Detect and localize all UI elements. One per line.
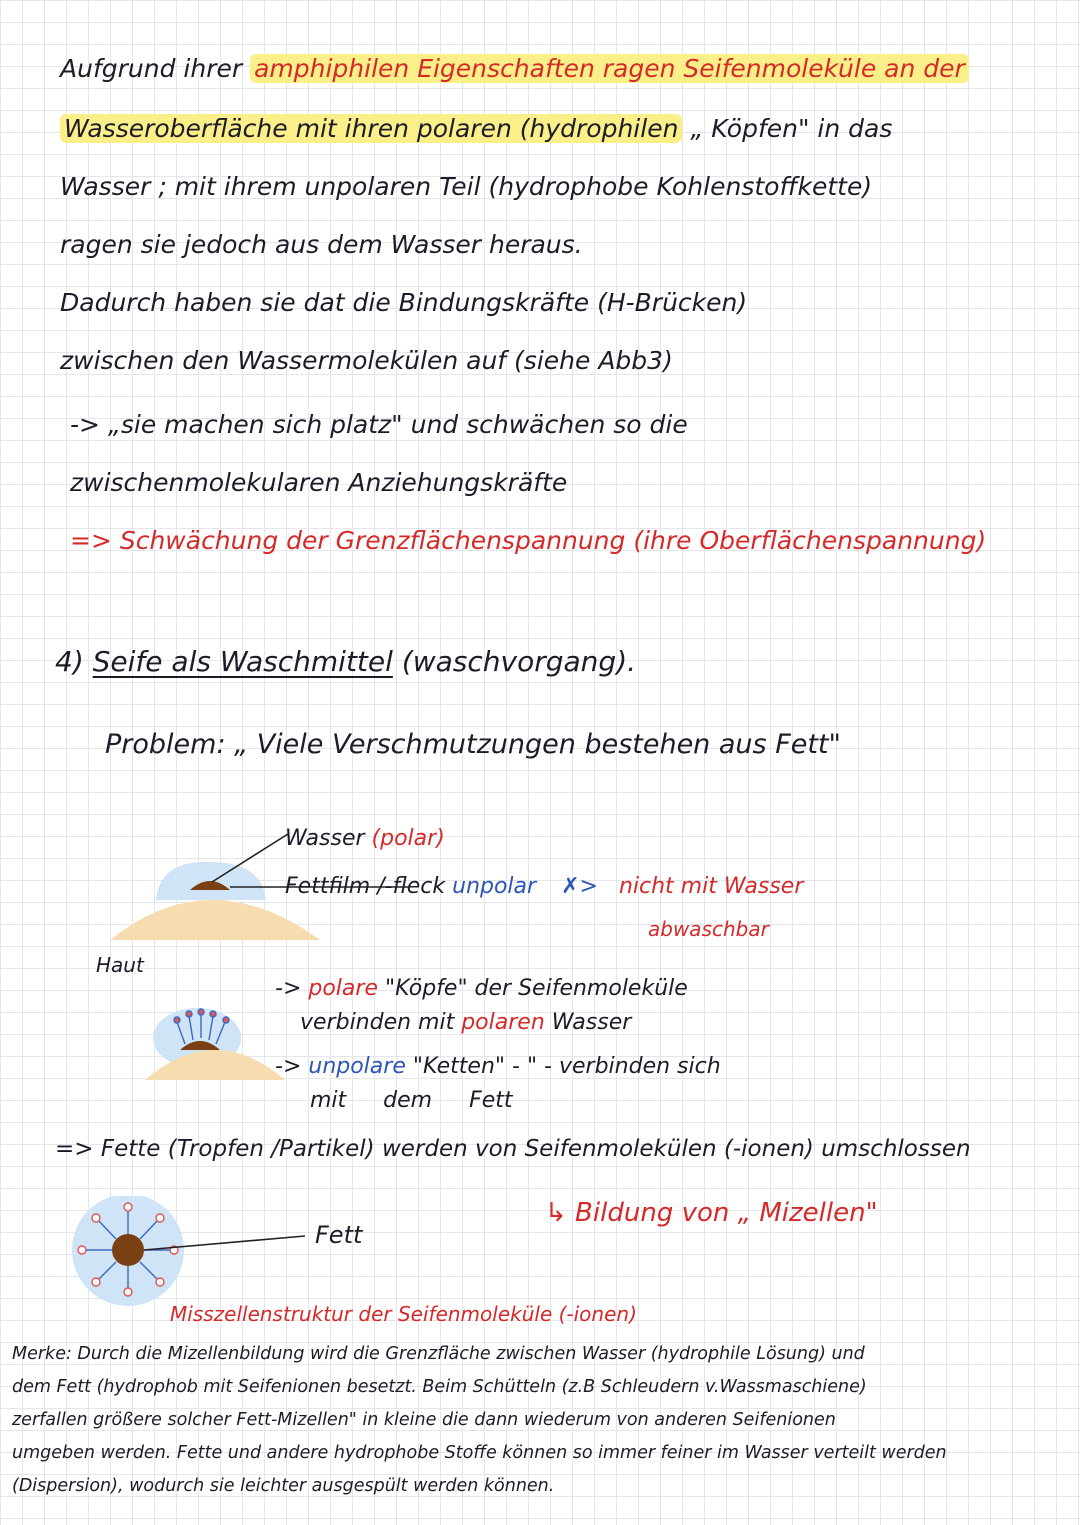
highlight-polar-heads: Wasseroberfläche mit ihren polaren (hydrophilen [60,114,682,143]
polar-word: polare [308,976,378,1001]
water-droplet [156,862,266,900]
text-line-5: Dadurch haben sie dat die Bindungskräfte (H-Brücken) [60,288,748,317]
not-washable-text-2: abwaschbar [648,917,769,941]
fat-core-label: Fett [315,1221,363,1249]
chains-text: "Ketten" - " - verbinden sich [405,1054,721,1079]
text-line-2-end: „ Köpfen" in das [682,114,893,143]
fat-nonpolar-note: unpolar [452,874,537,899]
arrow-prefix-2: -> [275,1054,309,1079]
text-line-8: zwischenmolekularen Anziehungskräfte [70,468,568,497]
nonpolar-chains-line-2: mit dem Fett [310,1088,513,1113]
surface-tension-conclusion: => Schwächung der Grenzflächenspannung [70,526,626,555]
section-note: (waschvorgang). [401,645,637,678]
merke-line-2: dem Fett (hydrophob mit Seifenionen besetzt. Beim Schütteln (z.B Schleudern v.Wassmaschiene) [12,1377,867,1397]
not-arrow-icon: ✗> [561,874,598,899]
text-line-1 [60,52,969,86]
text-line-3: Wasser ; mit ihrem unpolaren Teil (hydrophobe Kohlenstoffkette) [60,172,873,201]
text-line-4: ragen sie jedoch aus dem Wasser heraus. [60,230,583,259]
merke-line-1: Merke: Durch die Mizellenbildung wird die Grenzfläche zwischen Wasser (hydrophile Lösung) und [12,1344,865,1364]
text-line-9 [70,524,986,558]
micelles-term: „ Mizellen" [737,1198,878,1228]
soap-attachment-diagram [145,1000,285,1080]
text-line-1-start: Aufgrund ihrer [60,54,251,83]
micelle-conclusion: => Fette (Tropfen /Partikel) werden von Seifenmolekülen (-ionen) umschlossen [55,1136,971,1162]
micelle-fat-core [112,1234,144,1266]
text-line-7: -> „sie machen sich platz" und schwächen so die [70,410,688,439]
text-line-2 [60,112,892,146]
micelle-formation-line [545,1196,878,1230]
water-label: Wasser [285,826,365,851]
merke-line-5: (Dispersion), wodurch sie leichter ausgespült werden können. [12,1476,555,1496]
nonpolar-chains-line [275,1050,721,1084]
polar-heads-line [275,972,688,1006]
section-4-heading [55,645,636,679]
polar-heads-line-2 [300,1006,631,1040]
highlight-amphiphilic: amphiphilen Eigenschaften ragen Seifenmoleküle an der [250,54,969,83]
text-line-6: zwischen den Wassermolekülen auf (siehe Abb3) [60,346,673,375]
polar-water-word: polaren [461,1010,545,1035]
water-label-line [285,822,445,856]
water-polar-note: (polar) [371,826,445,851]
merke-line-3: zerfallen größere solcher Fett-Mizellen" in kleine die dann wiederum von anderen Seifenionen [12,1410,836,1430]
skin-mound [110,900,320,940]
section-number: 4) [55,645,84,678]
arrow-prefix: -> [275,976,309,1001]
water-text: Wasser [544,1010,632,1035]
fat-label-line [285,870,803,904]
not-washable-text: nicht mit Wasser [618,874,804,899]
heads-text: "Köpfe" der Seifenmoleküle [377,976,688,1001]
skin-label: Haut [96,953,144,977]
bind-text: verbinden mit [300,1010,462,1035]
section-title: Seife als Waschmittel [92,645,393,678]
merke-line-4: umgeben werden. Fette und andere hydrophobe Stoffe können so immer feiner im Wasser verteilt werden [12,1443,947,1463]
formation-arrow-text: ↳ Bildung von [545,1198,730,1228]
fat-label: Fettfilm /-fleck [285,874,446,899]
surface-tension-note: (ihre Oberflächenspannung) [625,526,987,555]
nonpolar-word: unpolare [308,1054,406,1079]
micelle-caption: Misszellenstruktur der Seifenmoleküle (-ionen) [170,1302,637,1326]
problem-statement: Problem: „ Viele Verschmutzungen bestehen aus Fett" [105,729,841,760]
